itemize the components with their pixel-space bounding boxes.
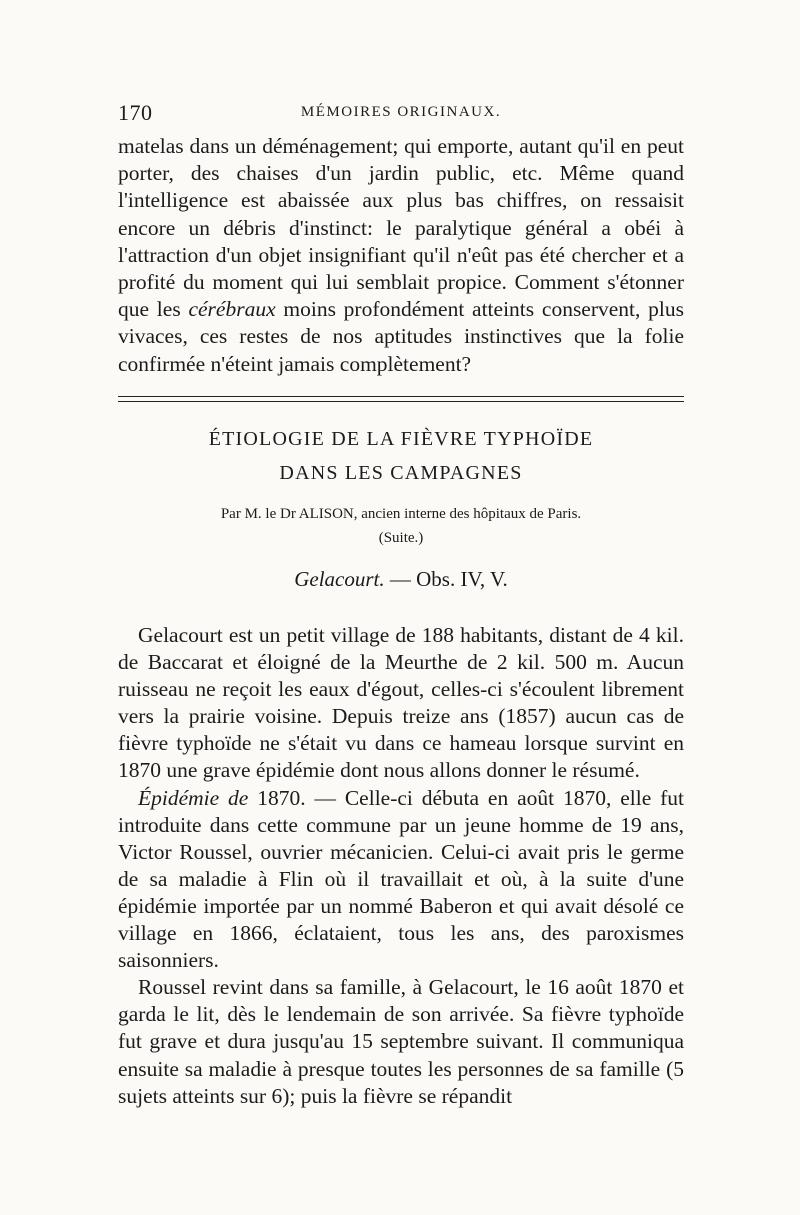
section-rule-top — [118, 396, 684, 397]
article-continued: (Suite.) — [378, 530, 424, 546]
article-title-line1: ÉTIOLOGIE DE LA FIÈVRE TYPHOÏDE — [208, 428, 594, 450]
page-number: 170 — [118, 100, 153, 125]
article-title-line2: DANS LES CAMPAGNES — [279, 462, 523, 484]
section-obs: — Obs. IV, V. — [384, 567, 508, 591]
section-place: Gelacourt. — [294, 567, 385, 591]
paragraph: Roussel revint dans sa famille, à Gelacourt, le 16 août 1870 et garda le lit, dès le lendemain de son arrivée. Sa fièvre typhoïde fut grave et dura jusqu'au 15 septembre suivant. Il communiqua ensuite sa maladie à presque toutes les personnes de sa famille (5 sujets atteints sur 6); puis la fièvre se répandit — [118, 975, 684, 1108]
paragraph: Gelacourt est un petit village de 188 habitants, distant de 4 kil. de Baccarat et éloigné de la Meurthe de 2 kil. 500 m. Aucun ruisseau ne reçoit les eaux d'égout, celles-ci s'écoulent librement vers la prairie voisine. Depuis treize ans (1857) aucun cas de fièvre typhoïde ne s'était vu dans ce hameau lorsque survint en 1870 une grave épidémie dont nous allons donner le résumé. — [118, 623, 684, 783]
running-title: MÉMOIRES ORIGINAUX. — [300, 104, 502, 120]
section-heading — [118, 567, 684, 592]
top-text-italic: cérébraux — [188, 297, 276, 322]
page-header — [118, 100, 684, 130]
top-text-after: moins profondément atteints conservent, plus vivaces, ces restes de nos aptitudes instinctives que la folie confirmée n'éteint jamais complètement? — [118, 297, 684, 376]
paragraph-text: 1870. — Celle-ci débuta en août 1870, elle fut introduite dans cette commune par un jeune homme de 19 ans, Victor Roussel, ouvrier mécanicien. Celui-ci avait pris le germe de sa maladie à Flin où il travaillait et où, à la suite d'une épidémie importée par un nommé Baberon et qui avait désolé ce village en 1866, éclataient, tous les ans, des paroxismes saisonniers. — [118, 785, 684, 973]
article-byline: Par M. le Dr ALISON, ancien interne des hôpitaux de Paris. — [220, 506, 582, 522]
paragraph — [118, 785, 684, 975]
section-rule-bottom — [118, 401, 684, 402]
article-body — [118, 622, 684, 1110]
epidemic-label: Épidémie de — [138, 785, 249, 810]
top-paragraph — [118, 133, 684, 378]
top-text-before: matelas dans un déménagement; qui emporte, autant qu'il en peut porter, des chaises d'un jardin public, etc. Même quand l'intelligence est abaissée aux plus bas chiffres, on ressaisit encore un débris d'instinct: le paralytique général a obéi à l'attraction d'un objet insignifiant qu'il n'eût pas été chercher et a profité du moment qui lui semblait propice. Comment s'étonner que les — [118, 134, 684, 322]
